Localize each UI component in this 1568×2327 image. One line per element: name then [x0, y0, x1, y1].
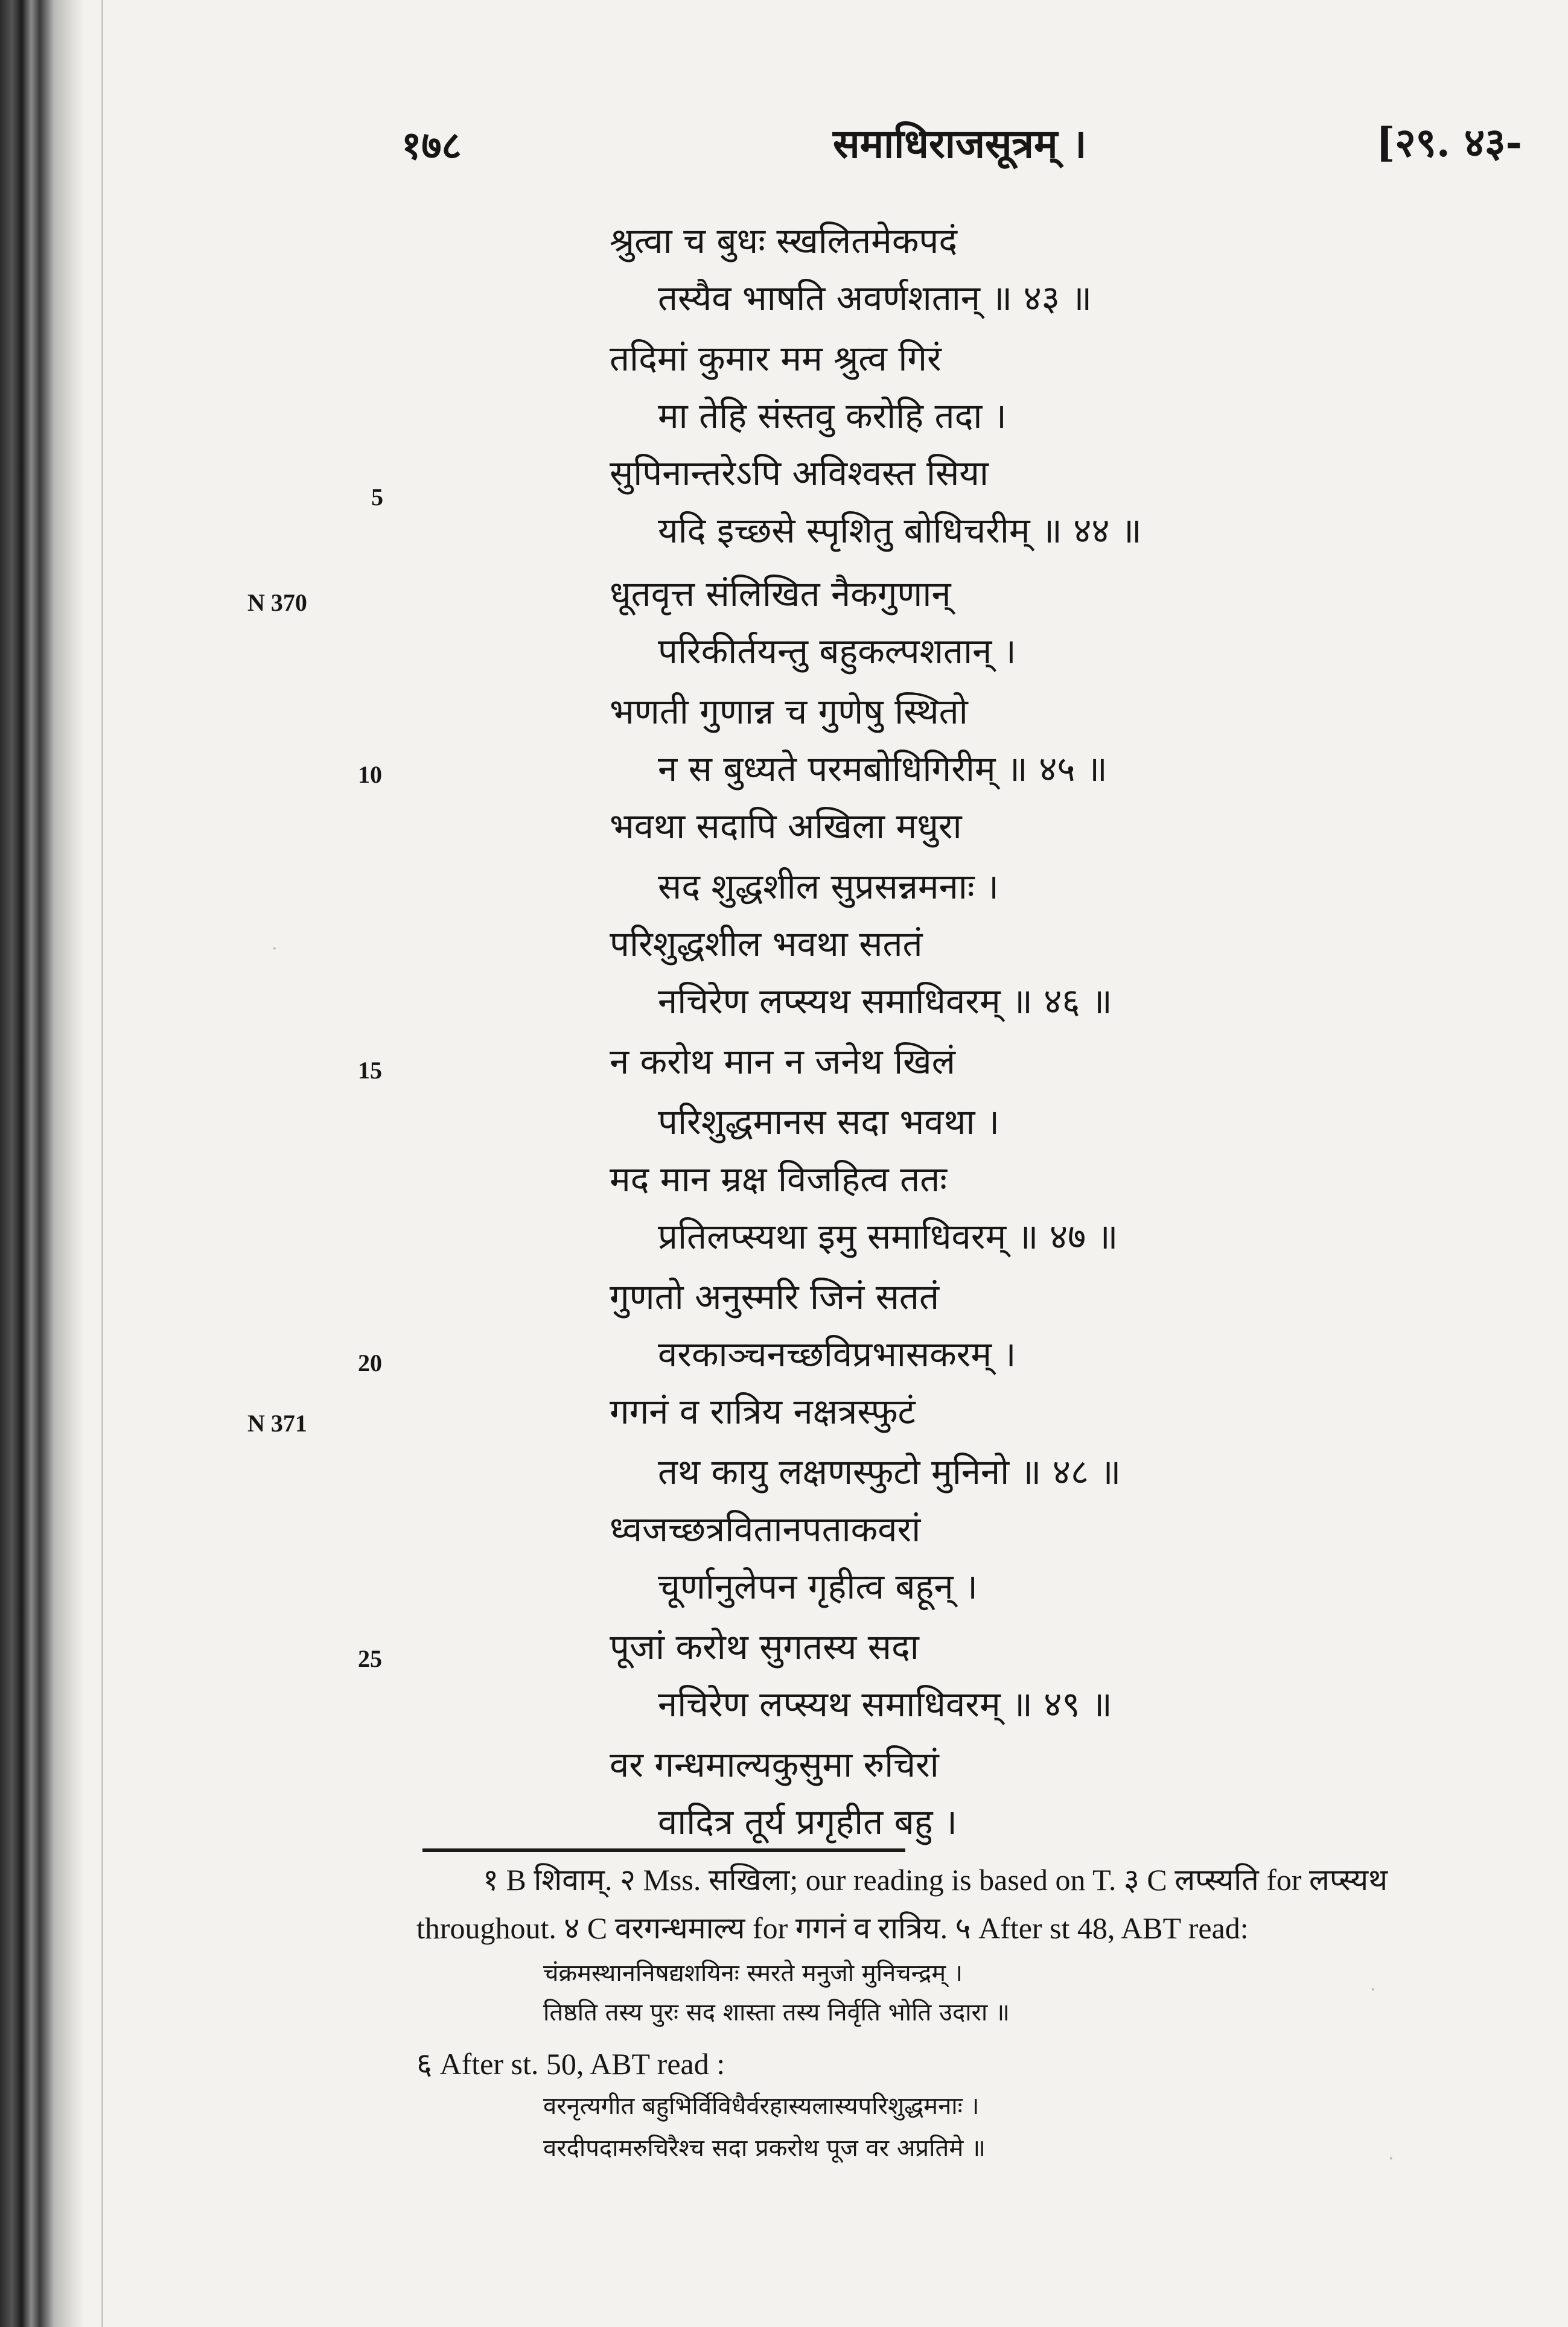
manuscript-ref: N 370 — [247, 589, 307, 616]
page-gutter-line — [101, 0, 103, 2327]
verse-line: यदि इच्छसे स्पृशितु बोधिचरीम् ॥ ४४ ॥ — [658, 510, 1142, 551]
line-number: 10 — [358, 761, 382, 788]
footnote-quote: वरदीपदामरुचिरैश्च सदा प्रकरोथ पूज वर अप्रतिमे ॥ — [543, 2134, 986, 2162]
verse-line: तथ कायु लक्षणस्फुटो मुनिनो ॥ ४८ ॥ — [658, 1451, 1121, 1492]
footnote-line: ६ After st. 50, ABT read : — [416, 2047, 725, 2081]
verse-line: न करोथ मान न जनेथ खिलं — [610, 1041, 955, 1082]
verse-line: पूजां करोथ सुगतस्य सदा — [610, 1626, 919, 1667]
verse-line: नचिरेण लप्स्यथ समाधिवरम् ॥ ४६ ॥ — [658, 981, 1112, 1022]
book-binding-shadow — [0, 0, 84, 2327]
verse-line: वरकाञ्चनच्छविप्रभासकरम् । — [658, 1334, 1016, 1375]
verse-line: परिकीर्तयन्तु बहुकल्पशतान् । — [658, 631, 1016, 672]
footnote-quote: तिष्ठति तस्य पुरः सद शास्ता तस्य निर्वृति भोति उदारा ॥ — [543, 1999, 1010, 2026]
verse-line: सुपिनान्तरेऽपि अविश्वस्त सिया — [610, 453, 989, 494]
verse-line: गुणतो अनुस्मरि जिनं सततं — [610, 1276, 940, 1317]
line-number: 25 — [358, 1645, 382, 1672]
manuscript-ref: N 371 — [247, 1410, 307, 1437]
verse-line: ध्वजच्छत्रवितानपताकवरां — [610, 1509, 921, 1550]
verse-line: भवथा सदापि अखिला मधुरा — [610, 806, 962, 847]
verse-line: नचिरेण लप्स्यथ समाधिवरम् ॥ ४९ ॥ — [658, 1684, 1112, 1725]
verse-line: न स बुध्यते परमबोधिगिरीम् ॥ ४५ ॥ — [658, 748, 1107, 789]
footnote-line: १ B शिवाम्. २ Mss. सखिला; our reading is based on T. ३ C लप्स्यति for लप्स्यथ — [483, 1863, 1388, 1897]
page-number: १७८ — [401, 123, 462, 168]
verse-line: वर गन्धमाल्यकुसुमा रुचिरां — [610, 1744, 939, 1785]
footnote-quote: चंक्रमस्थाननिषद्यशयिनः स्मरते मनुजो मुनिचन्द्रम् । — [543, 1959, 963, 1987]
verse-line: मद मान म्रक्ष विजहित्व ततः — [610, 1159, 947, 1200]
verse-line: धूतवृत्त संलिखित नैकगुणान् — [610, 573, 951, 614]
footnote-quote: वरनृत्यगीत बहुभिर्विविधैर्वरहास्यलास्यपरिशुद्धमनाः । — [543, 2092, 980, 2120]
verse-line: मा तेहि संस्तवु करोहि तदा । — [658, 395, 1007, 436]
scan-speck: · — [1370, 1979, 1376, 2001]
verse-line: तस्यैव भाषति अवर्णशतान् ॥ ४३ ॥ — [658, 278, 1092, 319]
verse-line: चूर्णानुलेपन गृहीत्व बहून् । — [658, 1566, 978, 1607]
running-title: समाधिराजसूत्रम् । — [833, 120, 1087, 167]
verse-line: तदिमां कुमार मम श्रुत्व गिरं — [610, 338, 942, 379]
verse-line: परिशुद्धशील भवथा सततं — [610, 923, 923, 964]
verse-line: गगनं व रात्रिय नक्षत्रस्फुटं — [610, 1391, 916, 1432]
verse-line: प्रतिलप्स्यथा इमु समाधिवरम् ॥ ४७ ॥ — [658, 1216, 1118, 1257]
verse-line: श्रुत्वा च बुधः स्खलितमेकपदं — [610, 220, 958, 261]
footnote-rule — [422, 1848, 905, 1852]
verse-line: भणती गुणान्न च गुणेषु स्थितो — [610, 691, 968, 732]
verse-line: वादित्र तूर्य प्रगृहीत बहु । — [658, 1801, 957, 1842]
verse-line: परिशुद्धमानस सदा भवथा । — [658, 1101, 1000, 1142]
page-header — [0, 112, 1568, 178]
footnote-line: throughout. ४ C वरगन्धमाल्य for गगनं व रात्रिय. ५ After st 48, ABT read: — [416, 1911, 1249, 1945]
scan-speck: · — [1388, 2148, 1394, 2169]
verse-line: सद शुद्धशील सुप्रसन्नमनाः । — [658, 866, 999, 907]
line-number: 20 — [358, 1349, 382, 1377]
line-number: 5 — [371, 483, 383, 511]
section-reference: [२९. ४३- — [1376, 119, 1522, 166]
scan-speck: · — [272, 938, 278, 960]
line-number: 15 — [358, 1057, 382, 1084]
